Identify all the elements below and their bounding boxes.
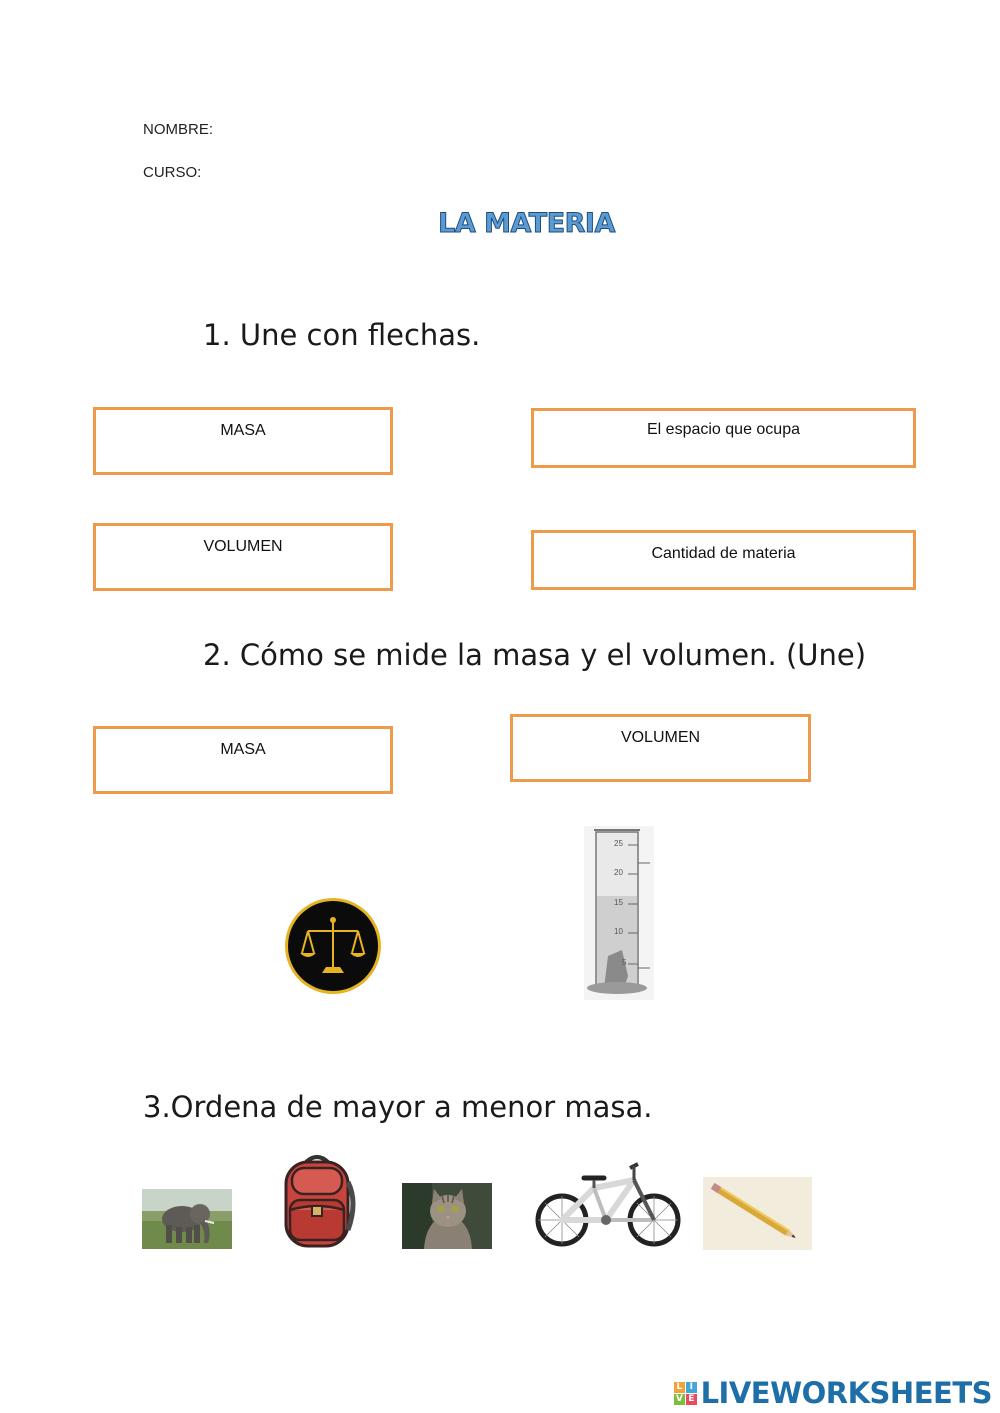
question-2-heading: 2. Cómo se mide la masa y el volumen. (Une) xyxy=(203,638,867,672)
logo-letter-v: V xyxy=(674,1394,685,1405)
q2-box-volumen-label: VOLUMEN xyxy=(620,729,701,746)
liveworksheets-watermark xyxy=(674,1376,992,1410)
elephant-image[interactable] xyxy=(142,1189,232,1249)
q1-box-masa-label: MASA xyxy=(220,422,266,439)
cylinder-tick-20: 20 xyxy=(614,868,623,877)
q1-box-volumen[interactable] xyxy=(93,523,393,591)
name-label: NOMBRE: xyxy=(143,121,214,138)
q1-box-espacio-label: El espacio que ocupa xyxy=(647,421,800,438)
q2-box-masa-label: MASA xyxy=(220,741,266,758)
scale-icon[interactable] xyxy=(284,897,382,995)
pencil-image[interactable] xyxy=(703,1177,812,1250)
logo-letter-e: E xyxy=(686,1394,697,1405)
q2-box-masa[interactable] xyxy=(93,726,393,794)
cylinder-tick-15: 15 xyxy=(614,898,623,907)
q1-box-cantidad-label: Cantidad de materia xyxy=(651,545,796,562)
question-1-heading: 1. Une con flechas. xyxy=(203,318,481,352)
q1-box-masa[interactable] xyxy=(93,407,393,475)
cylinder-tick-10: 10 xyxy=(614,927,623,936)
backpack-image[interactable] xyxy=(276,1152,358,1250)
cat-image[interactable] xyxy=(402,1183,492,1249)
page-title: LA MATERIA xyxy=(438,208,615,239)
watermark-text: LIVEWORKSHEETS xyxy=(700,1376,992,1410)
q1-box-espacio[interactable] xyxy=(531,408,916,468)
question-3-heading: 3.Ordena de mayor a menor masa. xyxy=(143,1090,653,1124)
course-label: CURSO: xyxy=(143,164,202,181)
liveworksheets-logo-icon xyxy=(674,1382,697,1405)
q1-box-cantidad[interactable] xyxy=(531,530,916,590)
bicycle-image[interactable] xyxy=(534,1158,682,1250)
logo-letter-i: I xyxy=(686,1382,697,1393)
logo-letter-l: L xyxy=(674,1382,685,1393)
cylinder-tick-5: 5 xyxy=(622,958,627,967)
q2-box-volumen[interactable] xyxy=(510,714,811,782)
cylinder-tick-25: 25 xyxy=(614,839,623,848)
q1-box-volumen-label: VOLUMEN xyxy=(203,538,283,555)
graduated-cylinder-image[interactable] xyxy=(584,826,654,1000)
